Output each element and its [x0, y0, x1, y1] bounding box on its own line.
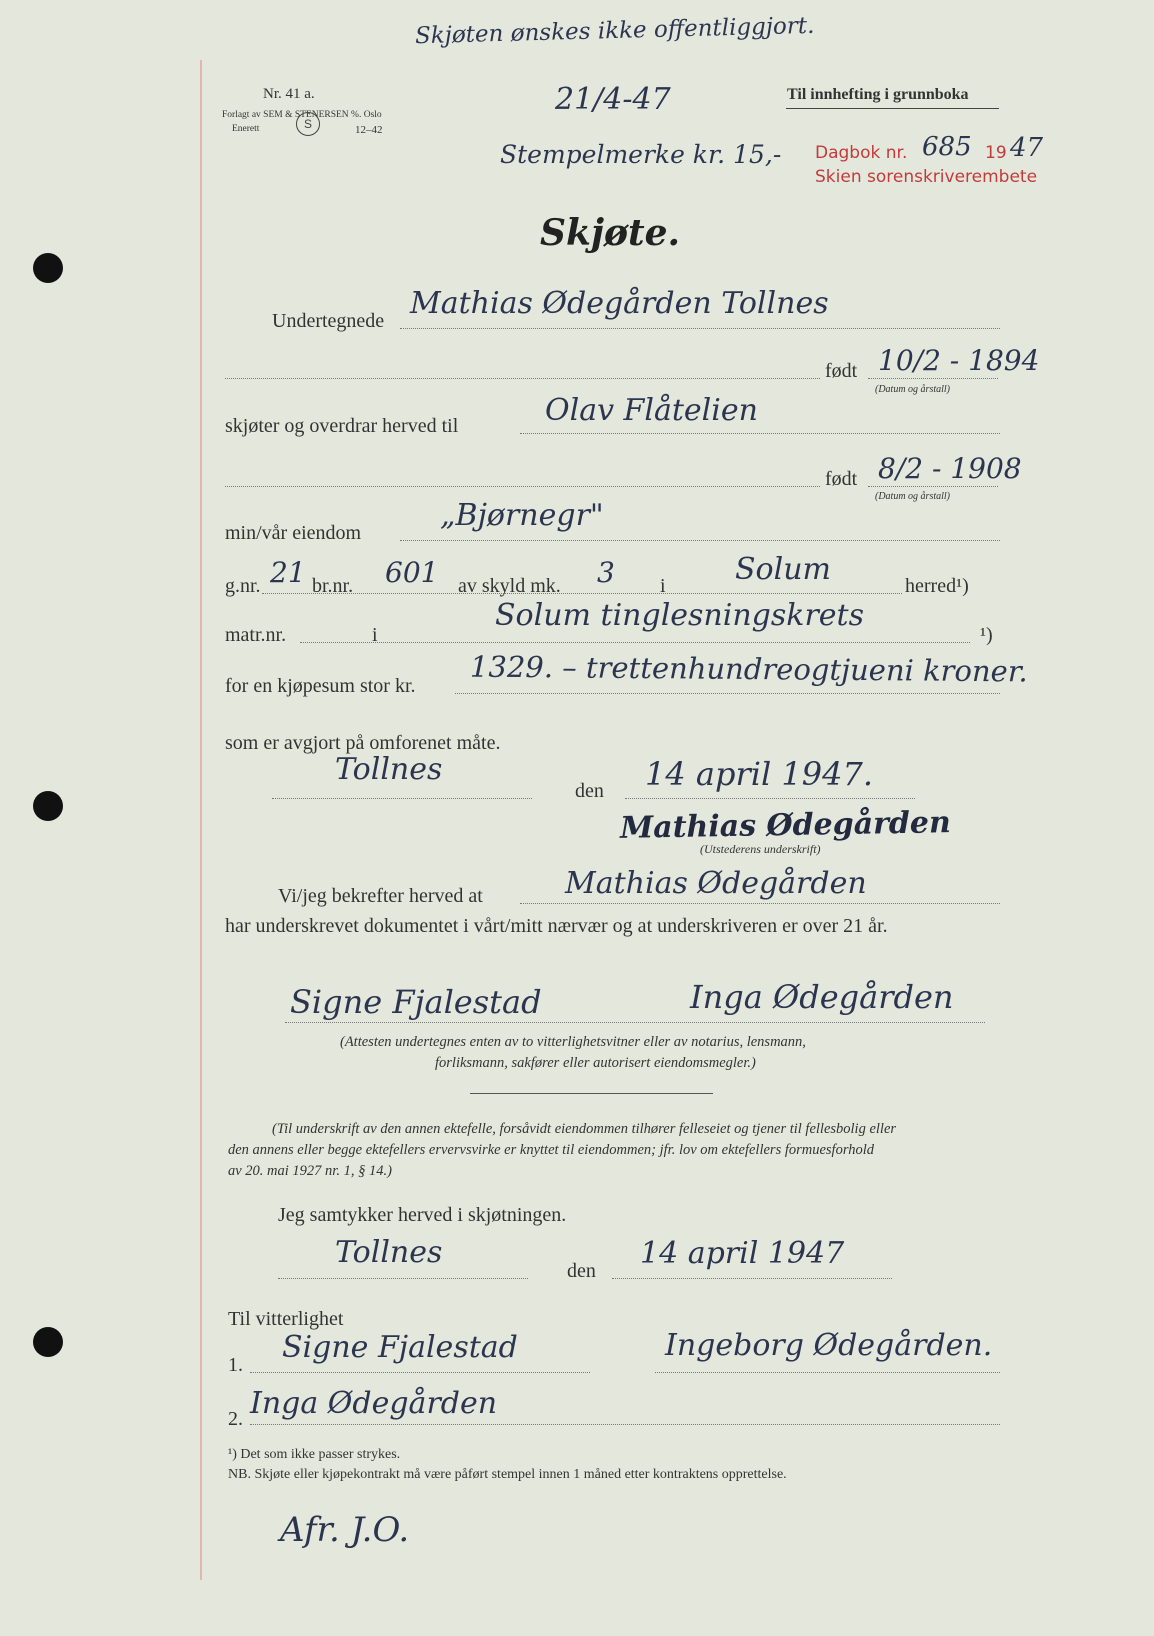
header-underline — [786, 108, 999, 109]
vitterlighet-label: Til vitterlighet — [228, 1308, 344, 1330]
header-right-label: Til innhefting i grunnboka — [787, 86, 969, 103]
footnote-mark: ¹) — [980, 624, 993, 646]
dotted-line — [625, 798, 915, 799]
spouse-note-1: (Til underskrift av den annen ektefelle, forsåvidt eiendommen tilhører felleseiet og tjener til fellesbolig eller — [272, 1121, 897, 1137]
settled-text: som er avgjort på omforenet måte. — [225, 732, 501, 754]
witness-number-1: 1. — [228, 1354, 243, 1376]
property-label: min/vår eiendom — [225, 522, 362, 544]
publisher-logo: S — [296, 112, 320, 136]
dotted-line — [250, 1424, 1000, 1425]
separator-line — [470, 1093, 713, 1094]
dotted-line — [278, 1278, 528, 1279]
publisher-line: Forlagt av SEM & STENERSEN %. Oslo — [222, 110, 382, 120]
dotted-line — [285, 1022, 985, 1023]
spouse-signature: Ingeborg Ødegården. — [665, 1328, 993, 1363]
office-stamp: Skien sorenskriverembete — [815, 167, 1038, 187]
punch-hole — [33, 791, 63, 821]
buyer-name: Olav Flåtelien — [545, 393, 758, 428]
signature-caption: (Utstederens underskrift) — [700, 842, 821, 856]
footnote-nb: NB. Skjøte eller kjøpekontrakt må være påført stempel innen 1 måned etter kontraktens opprettelse. — [228, 1467, 787, 1482]
dotted-line — [520, 903, 1000, 904]
dagbok-year: 47 — [1010, 133, 1044, 163]
brnr-value: 601 — [385, 556, 439, 589]
witness1-signature: Signe Fjalestad — [290, 983, 542, 1021]
form-number: Nr. 41 a. — [263, 86, 315, 102]
i-label: i — [660, 575, 666, 597]
consent-text: Jeg samtykker herved i skjøtningen. — [278, 1204, 567, 1226]
den-label-2: den — [567, 1260, 596, 1282]
den-label-1: den — [575, 780, 604, 802]
witness-1: Signe Fjalestad — [282, 1330, 518, 1365]
brnr-label: br.nr. — [312, 575, 354, 597]
issuer-signature: Mathias Ødegården — [619, 805, 952, 846]
document-title: Skjøte. — [540, 212, 681, 254]
skyld-label: av skyld mk. — [458, 575, 561, 597]
property-name: „Bjørnegr" — [440, 498, 604, 533]
dotted-line — [400, 540, 1000, 541]
dagbok-label: Dagbok nr. — [815, 143, 908, 163]
punch-hole — [33, 253, 63, 283]
datum-hint-1: (Datum og årstall) — [875, 384, 950, 395]
witness2-signature: Inga Ødegården — [690, 978, 954, 1016]
attest-note-1: (Attesten undertegnes enten av to vitterlighetsvitner eller av notarius, lensmann, — [340, 1034, 806, 1050]
matr-i-label: i — [372, 624, 378, 646]
tinglag-value: Solum tinglesningskrets — [495, 598, 864, 633]
dotted-line — [612, 1278, 892, 1279]
dotted-line — [225, 486, 820, 487]
publisher-code: 12–42 — [355, 124, 383, 136]
price-value: 1329. – trettenhundreogtjueni kroner. — [469, 649, 1028, 689]
price-label: for en kjøpesum stor kr. — [225, 675, 416, 697]
dotted-line — [300, 642, 970, 643]
dotted-line — [455, 693, 1000, 694]
witness-number-2: 2. — [228, 1408, 243, 1430]
confirm-label: Vi/jeg bekrefter herved at — [278, 885, 483, 907]
buyer-born: 8/2 - 1908 — [878, 452, 1022, 485]
herred-label: herred¹) — [905, 575, 969, 597]
fodt-label-1: født — [825, 360, 858, 382]
punch-hole — [33, 1327, 63, 1357]
dotted-line — [655, 1372, 1000, 1373]
fodt-label-2: født — [825, 468, 858, 490]
place: Tollnes — [335, 752, 443, 787]
seller-name: Mathias Ødegården Tollnes — [410, 286, 829, 321]
dotted-line — [868, 378, 998, 379]
herred-value: Solum — [735, 552, 831, 587]
datum-hint-2: (Datum og årstall) — [875, 491, 950, 502]
date: 14 april 1947. — [645, 755, 873, 793]
date-2: 14 april 1947 — [640, 1236, 845, 1271]
dotted-line — [225, 378, 820, 379]
dotted-line — [400, 328, 1000, 329]
transfer-label: skjøter og overdrar herved til — [225, 415, 459, 437]
dagbok-year-prefix: 19 — [985, 143, 1007, 163]
undertegnede-label: Undertegnede — [272, 310, 385, 332]
registration-date: 21/4-47 — [555, 82, 671, 117]
footnote-1: ¹) Det som ikke passer strykes. — [228, 1447, 401, 1462]
dotted-line — [262, 593, 902, 594]
place-2: Tollnes — [335, 1235, 443, 1270]
spouse-note-2: den annens eller begge ektefellers ervervsvirke er knyttet til eiendommen; jfr. lov om ektefellers formuesforhold — [228, 1142, 874, 1158]
publisher-enerett: Enerett — [232, 124, 260, 134]
confirm-text: har underskrevet dokumentet i vårt/mitt nærvær og at underskriveren er over 21 år. — [225, 915, 888, 937]
stamp-fee-note: Stempelmerke kr. 15,- — [500, 140, 782, 169]
top-handwritten-note: Skjøten ønskes ikke offentliggjort. — [414, 12, 815, 50]
gnr-value: 21 — [270, 556, 306, 589]
dotted-line — [520, 433, 1000, 434]
gnr-label: g.nr. — [225, 575, 261, 597]
bottom-initials: Afr. J.O. — [280, 1510, 410, 1550]
matr-label: matr.nr. — [225, 624, 287, 646]
seller-born: 10/2 - 1894 — [878, 344, 1040, 377]
dotted-line — [272, 798, 532, 799]
confirm-name: Mathias Ødegården — [565, 866, 867, 901]
dagbok-number: 685 — [922, 132, 972, 162]
dotted-line — [868, 486, 998, 487]
attest-note-2: forliksmann, sakfører eller autorisert eiendomsmegler.) — [435, 1055, 756, 1071]
spouse-note-3: av 20. mai 1927 nr. 1, § 14.) — [228, 1163, 392, 1179]
skyld-value: 3 — [597, 556, 615, 589]
witness-2: Inga Ødegården — [250, 1386, 498, 1421]
dotted-line — [250, 1372, 590, 1373]
margin-line — [200, 60, 202, 1580]
